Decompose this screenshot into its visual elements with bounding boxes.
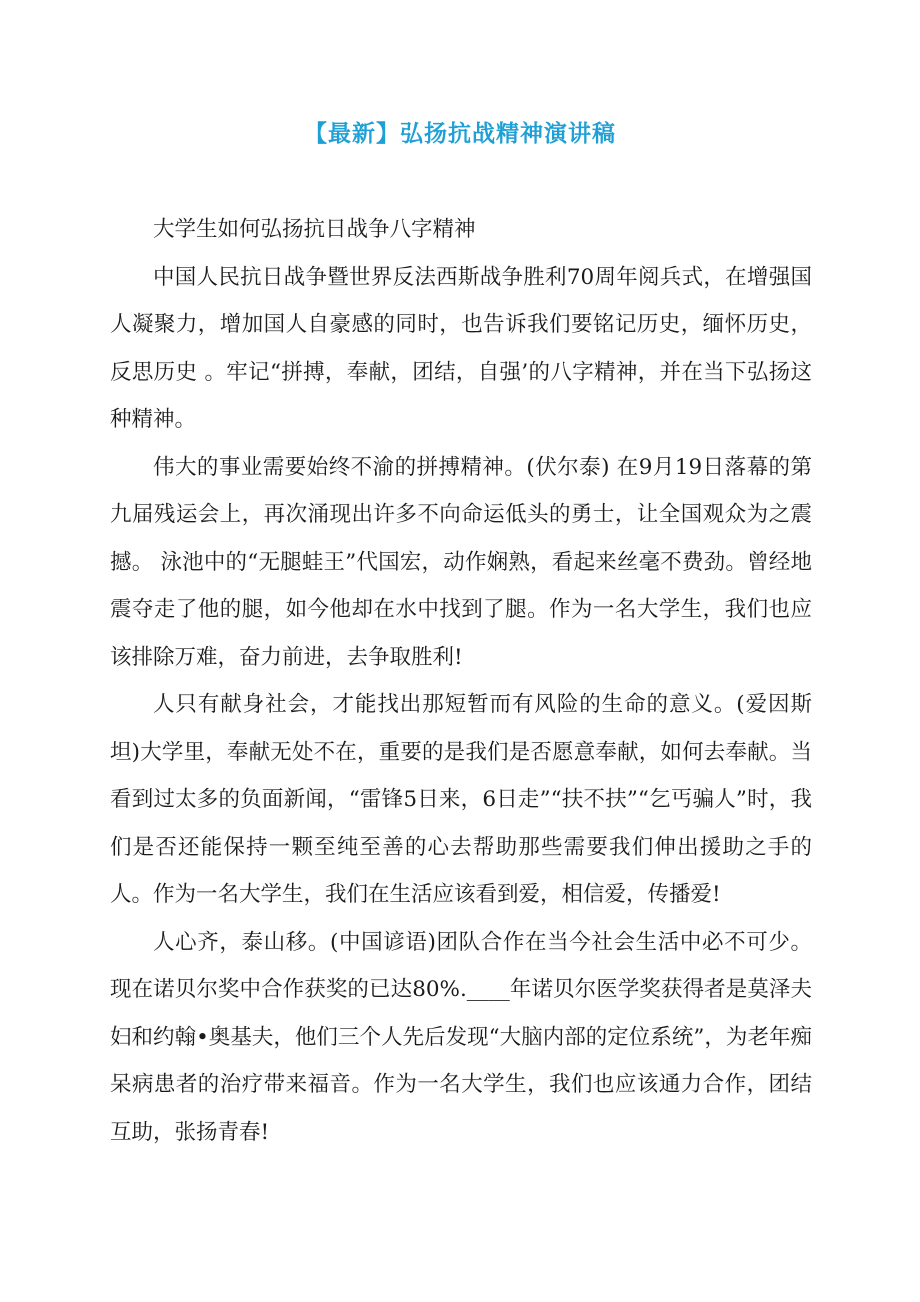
document-body (110, 206, 812, 1156)
paragraph-intro: 中国人民抗日战争暨世界反法西斯战争胜利70周年阅兵式，在增强国人凝聚力，增加国人自豪感的同时，也告诉我们要铭记历史，缅怀历史，反思历史 。牢记“拼搏，奉献，团结，自强’的八字精神，并在当下弘扬这种精神。 (110, 264, 812, 432)
paragraph-dedication: 人只有献身社会，才能找出那短暂而有风险的生命的意义。(爱因斯坦)大学里，奉献无处不在，重要的是我们是否愿意奉献，如何去奉献。当看到过太多的负面新闻，“雷锋5日来，6日走”“扶不扶”“乞丐骗人”时，我们是否还能保持一颗至纯至善的心去帮助那些需要我们伸出援助之手的人。作为一名大学生，我们在生活应该看到爱，相信爱，传播爱! (110, 692, 812, 907)
paragraph-subtitle: 大学生如何弘扬抗日战争八字精神 (153, 217, 476, 242)
paragraph-perseverance: 伟大的事业需要始终不渝的拼搏精神。(伏尔泰) 在9月19日落幕的第九届残运会上，再次涌现出许多不向命运低头的勇士，让全国观众为之震撼。 泳池中的“无腿蛙王”代国宏，动作娴熟，看起来丝毫不费劲。曾经地震夺走了他的腿，如今他却在水中找到了腿。作为一名大学生，我们也应该排除万难，奋力前进，去争取胜利! (110, 454, 812, 670)
document-title: 【最新】弘扬抗战精神演讲稿 (304, 121, 616, 147)
paragraph-unity: 人心齐，泰山移。(中国谚语)团队合作在当今社会生活中必不可少。现在诺贝尔奖中合作获奖的已达80%.____年诺贝尔医学奖获得者是莫泽夫妇和约翰•奥基夫，他们三个人先后发现“大脑内部的定位系统”，为老年痴呆病患者的治疗带来福音。作为一名大学生，我们也应该通力合作，团结互助，张扬青春! (110, 929, 812, 1145)
